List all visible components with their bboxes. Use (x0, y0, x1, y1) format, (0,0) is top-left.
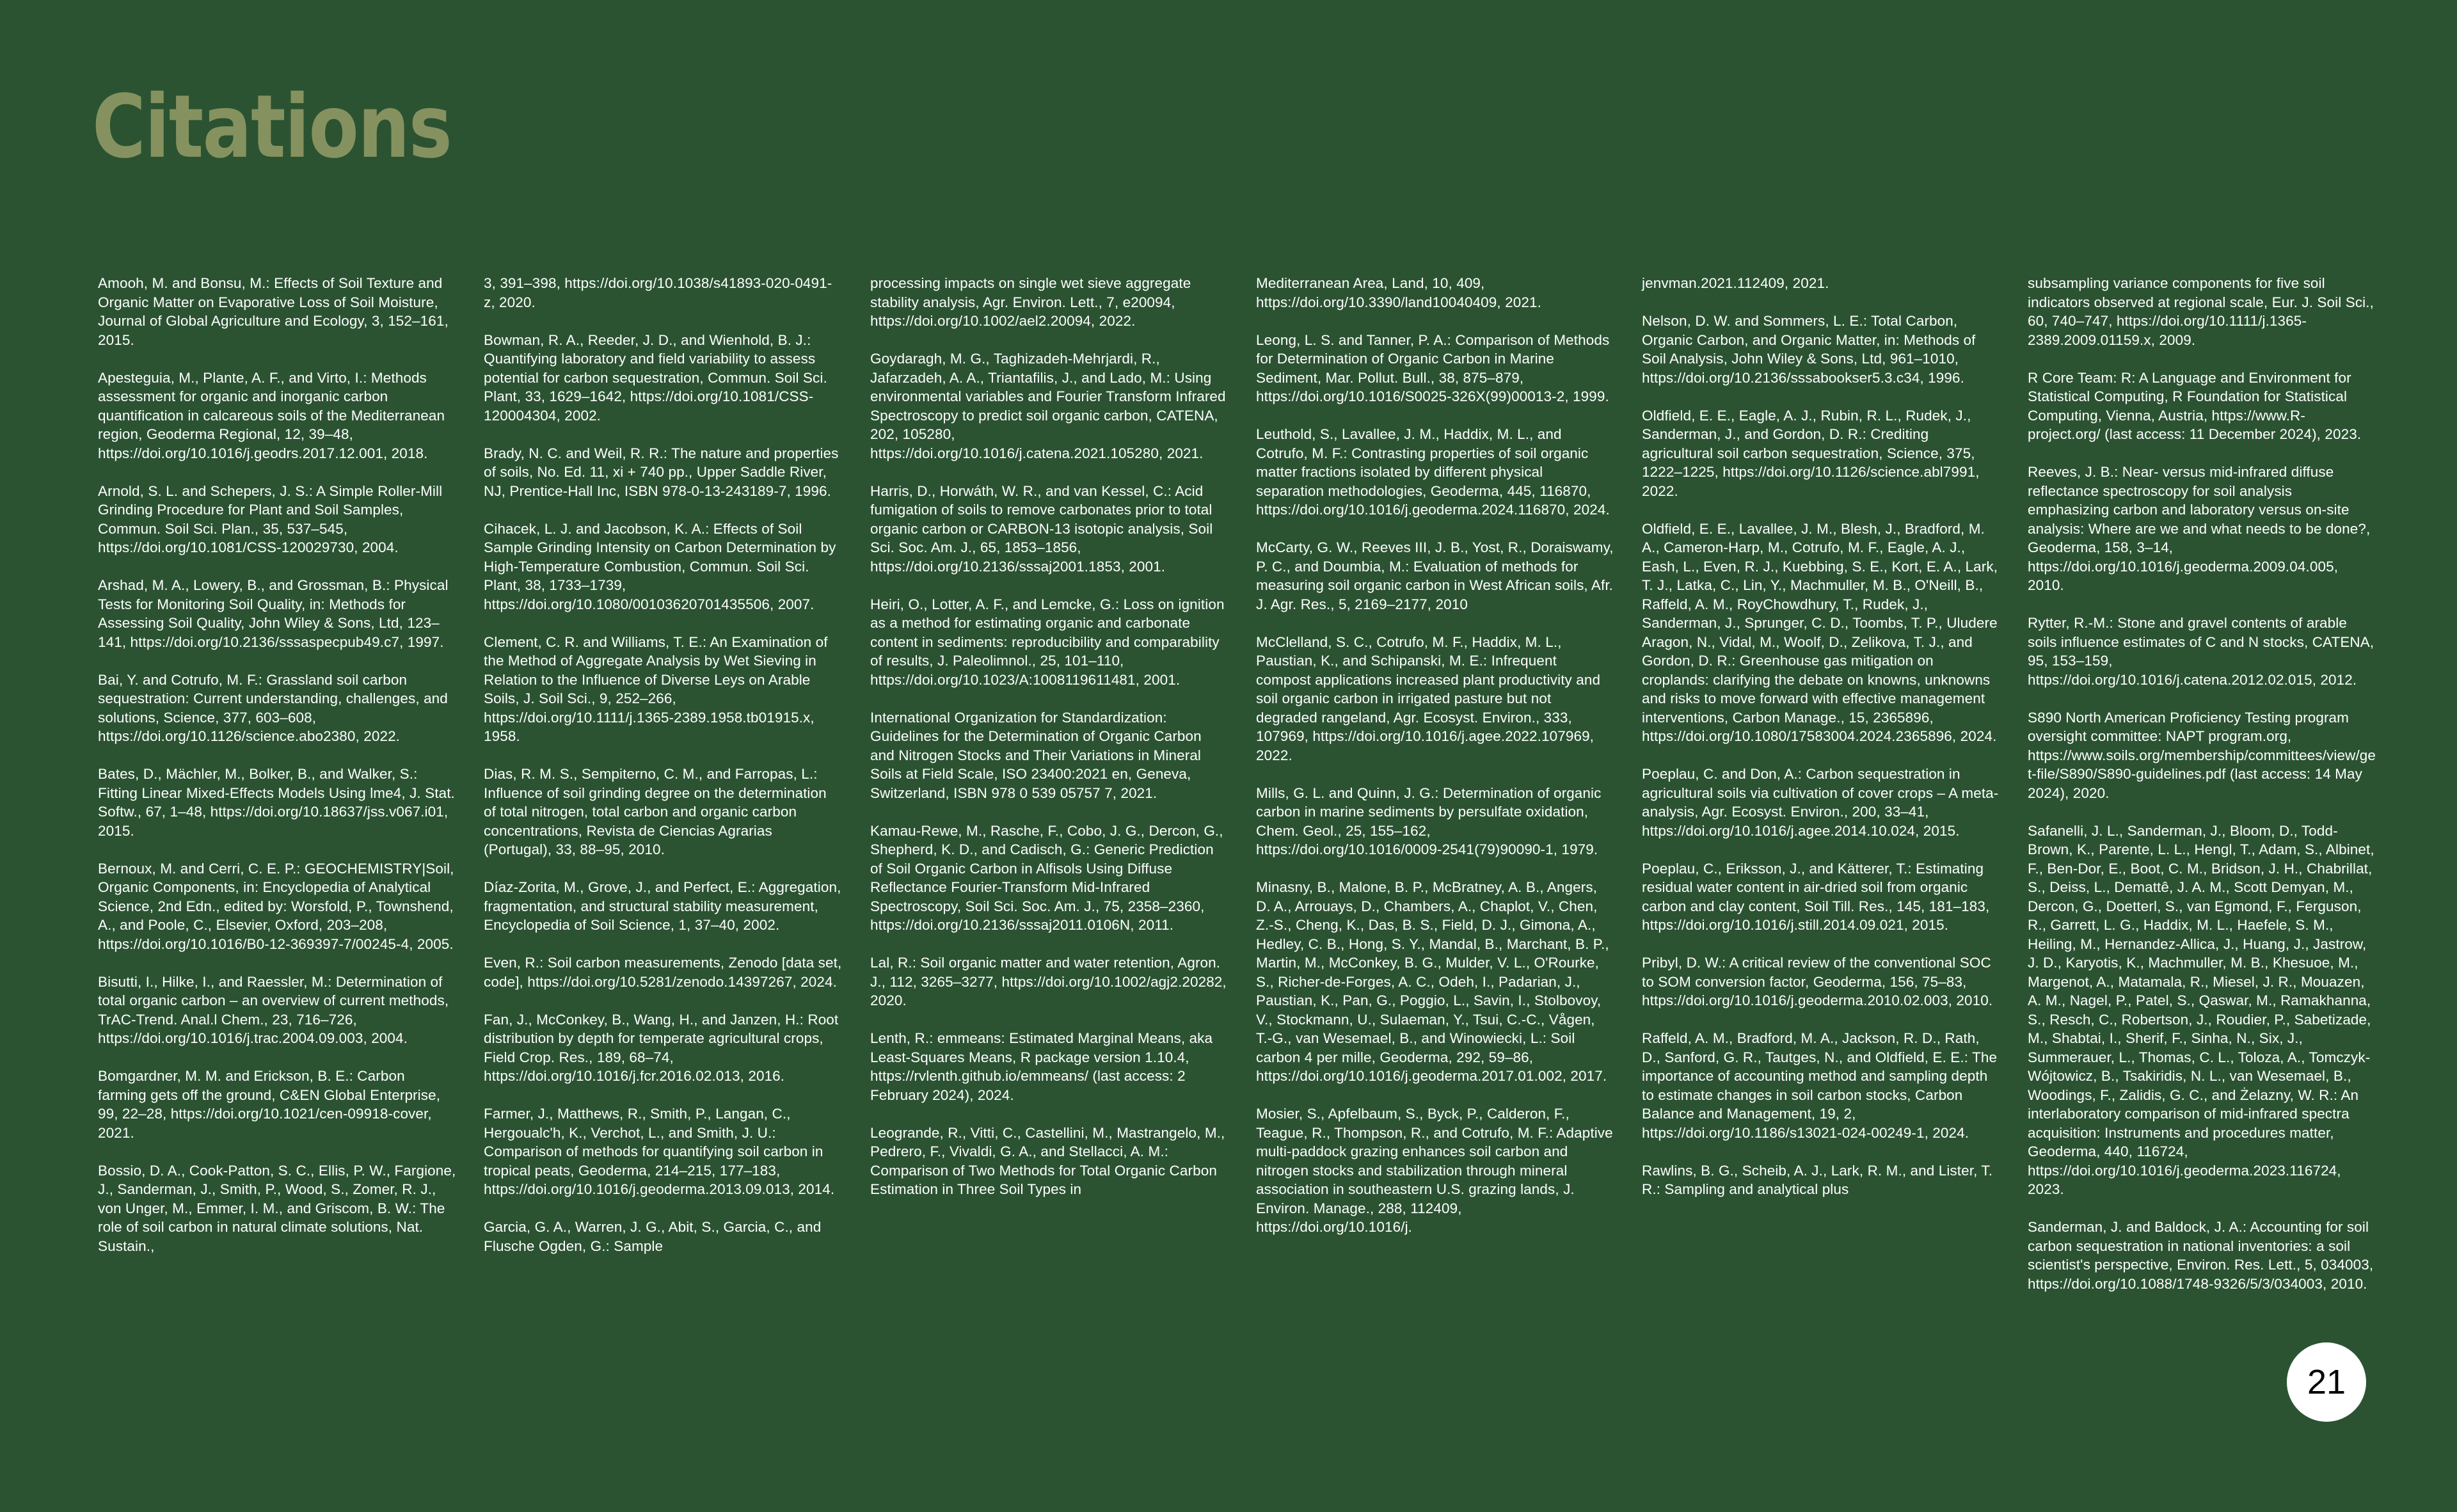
citation-entry: Mediterranean Area, Land, 10, 409, https://doi.org/10.3390/land10040409, 2021. (1256, 275, 1541, 310)
citation-entry: Minasny, B., Malone, B. P., McBratney, A. B., Angers, D. A., Arrouays, D., Chambers, A., Chaplot, V., Chen, Z.-S., Cheng, K., Das, B. S., Field, D. J., Gimona, A., Hedley, C. B., Hong, S. Y., Mandal, B., Marchant, B. P., Martin, M., McConkey, B. G., Mulder, V. L., O'Rourke, S., Richer-de-Forges, A. C., Odeh, I., Padarian, J., Paustian, K., Pan, G., Poggio, L., Savin, I., Stolbovoy, V., Stockmann, U., Sulaeman, Y., Tsui, C.-C., Vågen, T.-G., van Wesemael, B., and Winowiecki, L.: Soil carbon 4 per mille, Geoderma, 292, 59–86, https://doi.org/10.1016/j.geoderma.2017.01.002, 2017. (1256, 879, 1609, 1084)
citation-entry: Nelson, D. W. and Sommers, L. E.: Total Carbon, Organic Carbon, and Organic Matter, in: Methods of Soil Analysis, John Wiley & Sons, Ltd, 961–1010, https://doi.org/10.2136/sssabookser5.3.c34, 1996. (1642, 313, 1976, 386)
citation-entry: Díaz-Zorita, M., Grove, J., and Perfect, E.: Aggregation, fragmentation, and structural stability measurement, Encyclopedia of Soil Science, 1, 37–40, 2002. (484, 879, 841, 933)
citation-entry: Bernoux, M. and Cerri, C. E. P.: GEOCHEMISTRY|Soil, Organic Components, in: Encyclopedia of Analytical Science, 2nd Edn., edited by: Worsfold, P., Townshend, A., and Poole, C., Elsevier, Oxford, 203–208, https://doi.org/10.1016/B0-12-369397-7/00245-4, 2005. (98, 860, 454, 952)
citation-column-3 (870, 274, 1228, 1218)
citation-entry: Leuthold, S., Lavallee, J. M., Haddix, M. L., and Cotrufo, M. F.: Contrasting properties of soil organic matter fractions isolated by different physical separation methodologies, Geoderma, 445, 116870, https://doi.org/10.1016/j.geoderma.2024.116870, 2024. (1256, 426, 1610, 518)
citation-entry: processing impacts on single wet sieve aggregate stability analysis, Agr. Environ. Lett., 7, e20094, https://doi.org/10.1002/ael2.20094, 2022. (870, 275, 1191, 329)
citation-entry: Goydaragh, M. G., Taghizadeh-Mehrjardi, R., Jafarzadeh, A. A., Triantafilis, J., and Lado, M.: Using environmental variables and Fourier Transform Infrared Spectroscopy to predict soil organic carbon, CATENA, 202, 105280, https://doi.org/10.1016/j.catena.2021.105280, 2021. (870, 351, 1226, 461)
citation-entry: Dias, R. M. S., Sempiterno, C. M., and Farropas, L.: Influence of soil grinding degree on the determination of total nitrogen, total carbon and organic carbon concentrations, Revista de Ciencias Agrarias (Portugal), 33, 88–95, 2010. (484, 766, 827, 857)
citation-entry: Mosier, S., Apfelbaum, S., Byck, P., Calderon, F., Teague, R., Thompson, R., and Cotrufo, M. F.: Adaptive multi-paddock grazing enhances soil carbon and nitrogen stocks and stabilization through mineral association in southeastern U.S. grazing lands, J. Environ. Manage., 288, 112409, https://doi.org/10.1016/j. (1256, 1106, 1613, 1235)
citation-entry: McClelland, S. C., Cotrufo, M. F., Haddix, M. L., Paustian, K., and Schipanski, M. E.: Infrequent compost applications increased plant productivity and soil organic carbon in irrigated pasture but not degraded rangeland, Agr. Ecosyst. Environ., 333, 107969, https://doi.org/10.1016/j.agee.2022.107969, 2022. (1256, 633, 1601, 763)
citation-entry: Bisutti, I., Hilke, I., and Raessler, M.: Determination of total organic carbon – an overview of current methods, TrAC-Trend. Anal.l Chem., 23, 716–726, https://doi.org/10.1016/j.trac.2004.09.003, 2004. (98, 973, 449, 1046)
citation-entry: subsampling variance components for five soil indicators observed at regional scale, Eur. J. Soil Sci., 60, 740–747, https://doi.org/10.1111/j.1365-2389.2009.01159.x, 2009. (2028, 275, 2374, 348)
citation-entry: Heiri, O., Lotter, A. F., and Lemcke, G.: Loss on ignition as a method for estimating organic and carbonate content in sediments: reproducibility and comparability of results, J. Paleolimnol., 25, 101–110, https://doi.org/10.1023/A:1008119611481, 2001. (870, 596, 1225, 688)
citation-column-5 (1642, 274, 2000, 1218)
citation-entry: Bowman, R. A., Reeder, J. D., and Wienhold, B. J.: Quantifying laboratory and field variability to assess potential for carbon sequestration, Commun. Soil Sci. Plant, 33, 1629–1642, https://doi.org/10.1081/CSS-120004304, 2002. (484, 331, 827, 424)
citation-entry: Poeplau, C., Eriksson, J., and Kätterer, T.: Estimating residual water content in air-dried soil from organic carbon and clay content, Soil Till. Res., 145, 181–183, https://doi.org/10.1016/j.still.2014.09.021, 2015. (1642, 860, 1990, 933)
citation-entry: Sanderman, J. and Baldock, J. A.: Accounting for soil carbon sequestration in national inventories: a soil scientist's perspective, Environ. Res. Lett., 5, 034003, https://doi.org/10.1088/1748-9326/5/3/034003, 2010. (2028, 1219, 2374, 1292)
citation-entry: Harris, D., Horwáth, W. R., and van Kessel, C.: Acid fumigation of soils to remove carbonates prior to total organic carbon or CARBON-13 isotopic analysis, Soil Sci. Soc. Am. J., 65, 1853–1856, https://doi.org/10.2136/sssaj2001.1853, 2001. (870, 482, 1213, 575)
citation-entry: Oldfield, E. E., Lavallee, J. M., Blesh, J., Bradford, M. A., Cameron-Harp, M., Cotrufo, M. F., Eagle, A. J., Eash, L., Even, R. J., Kuebbing, S. E., Kort, E. A., Lark, T. J., Latka, C., Lin, Y., Machmuller, M. B., O'Neill, B., Raffeld, A. M., RoyChowdhury, T., Rudek, J., Sanderman, J., Sprunger, C. D., Toombs, T. P., Uludere Aragon, N., Vidal, M., Woolf, D., Zelikova, T. J., and Gordon, D. R.: Greenhouse gas mitigation on croplands: clarifying the debate on knowns, unknowns and risks to move forward with effective management interventions, Carbon Manage., 15, 2365896, https://doi.org/10.1080/17583004.2024.2365896, 2024. (1642, 520, 1998, 744)
citation-entry: McCarty, G. W., Reeves III, J. B., Yost, R., Doraiswamy, P. C., and Doumbia, M.: Evaluation of methods for measuring soil organic carbon in West African soils, Afr. J. Agr. Res., 5, 2169–2177, 2010 (1256, 539, 1614, 612)
page-title: Citations (92, 77, 452, 178)
citation-entry: Bai, Y. and Cotrufo, M. F.: Grassland soil carbon sequestration: Current understanding, challenges, and solutions, Science, 377, 603–608, https://doi.org/10.1126/science.abo2380, 2022. (98, 671, 448, 744)
citation-entry: Garcia, G. A., Warren, J. G., Abit, S., Garcia, C., and Flusche Ogden, G.: Sample (484, 1219, 822, 1254)
citation-entry: Brady, N. C. and Weil, R. R.: The nature and properties of soils, No. Ed. 11, xi + 740 pp., Upper Saddle River, NJ, Prentice-Hall Inc, ISBN 978-0-13-243189-7, 1996. (484, 445, 839, 499)
citation-entry: Lenth, R.: emmeans: Estimated Marginal Means, aka Least-Squares Means, R package version 1.10.4, https://rvlenth.github.io/emmeans/ (last access: 2 February 2024), 2024. (870, 1030, 1213, 1103)
citation-entry: 3, 391–398, https://doi.org/10.1038/s41893-020-0491-z, 2020. (484, 275, 832, 310)
citation-entry: Bomgardner, M. M. and Erickson, B. E.: Carbon farming gets off the ground, C&EN Global Enterprise, 99, 22–28, https://doi.org/10.1021/cen-09918-cover, 2021. (98, 1068, 441, 1141)
citation-entry: Rytter, R.-M.: Stone and gravel contents of arable soils influence estimates of C and N stocks, CATENA, 95, 153–159, https://doi.org/10.1016/j.catena.2012.02.015, 2012. (2028, 615, 2374, 688)
citation-entry: Farmer, J., Matthews, R., Smith, P., Langan, C., Hergoualc'h, K., Verchot, L., and Smith, J. U.: Comparison of methods for quantifying soil carbon in tropical peats, Geoderma, 214–215, 177–183, https://doi.org/10.1016/j.geoderma.2013.09.013, 2014. (484, 1106, 835, 1197)
citation-entry: Amooh, M. and Bonsu, M.: Effects of Soil Texture and Organic Matter on Evaporative Loss of Soil Moisture, Journal of Global Agriculture and Ecology, 3, 152–161, 2015. (98, 275, 449, 348)
citation-entry: Bossio, D. A., Cook-Patton, S. C., Ellis, P. W., Fargione, J., Sanderman, J., Smith, P., Wood, S., Zomer, R. J., von Unger, M., Emmer, I. M., and Griscom, B. W.: The role of soil carbon in natural climate solutions, Nat. Sustain., (98, 1162, 456, 1254)
citation-entry: jenvman.2021.112409, 2021. (1642, 275, 1829, 291)
citation-entry: Reeves, J. B.: Near- versus mid-infrared diffuse reflectance spectroscopy for soil analysis emphasizing carbon and laboratory versus on-site analysis: Where are we and what needs to be done?, Geoderma, 158, 3–14, https://doi.org/10.1016/j.geoderma.2009.04.005, 2010. (2028, 464, 2371, 593)
citation-entry: Apesteguia, M., Plante, A. F., and Virto, I.: Methods assessment for organic and inorganic carbon quantification in calcareous soils of the Mediterranean region, Geoderma Regional, 12, 39–48, https://doi.org/10.1016/j.geodrs.2017.12.001, 2018. (98, 369, 445, 461)
page-number-badge: 21 (2287, 1342, 2366, 1422)
citation-entry: Poeplau, C. and Don, A.: Carbon sequestration in agricultural soils via cultivation of cover crops – A meta-analysis, Agr. Ecosyst. Environ., 200, 33–41, https://doi.org/10.1016/j.agee.2014.10.024, 2015. (1642, 766, 1999, 839)
citation-entry: Cihacek, L. J. and Jacobson, K. A.: Effects of Soil Sample Grinding Intensity on Carbon Determination by High-Temperature Combustion, Commun. Soil Sci. Plant, 38, 1733–1739, https://doi.org/10.1080/00103620701435506, 2007. (484, 520, 836, 612)
citation-entry: Oldfield, E. E., Eagle, A. J., Rubin, R. L., Rudek, J., Sanderman, J., and Gordon, D. R.: Crediting agricultural soil carbon sequestration, Science, 375, 1222–1225, https://doi.org/10.1126/science.abl7991, 2022. (1642, 407, 1980, 499)
citation-entry: Clement, C. R. and Williams, T. E.: An Examination of the Method of Aggregate Analysis by Wet Sieving in Relation to the Influence of Diverse Leys on Arable Soils, J. Soil Sci., 9, 252–266, https://doi.org/10.1111/j.1365-2389.1958.tb01915.x, 1958. (484, 633, 828, 744)
citation-column-4 (1256, 274, 1614, 1255)
citation-entry: Leong, L. S. and Tanner, P. A.: Comparison of Methods for Determination of Organic Carbon in Marine Sediment, Mar. Pollut. Bull., 38, 875–879, https://doi.org/10.1016/S0025-326X(99)00013-2, 1999. (1256, 331, 1610, 404)
citation-entry: Even, R.: Soil carbon measurements, Zenodo [data set, code], https://doi.org/10.5281/zenodo.14397267, 2024. (484, 955, 842, 990)
citation-entry: Safanelli, J. L., Sanderman, J., Bloom, D., Todd-Brown, K., Parente, L. L., Hengl, T., Adam, S., Albinet, F., Ben-Dor, E., Boot, C. M., Bridson, J. H., Chabrillat, S., Deiss, L., Demattê, J. A. M., Scott Demyan, M., Dercon, G., Doetterl, S., van Egmond, F., Ferguson, R., Garrett, L. G., Haddix, M. L., Haefele, S. M., Heiling, M., Hernandez-Allica, J., Huang, J., Jastrow, J. D., Karyotis, K., Machmuller, M. B., Khesuoe, M., Margenot, A., Matamala, R., Miesel, J. R., Mouazen, A. M., Nagel, P., Patel, S., Qaswar, M., Ramakhanna, S., Resch, C., Robertson, J., Roudier, P., Sabetizade, M., Shabtai, I., Sherif, F., Sinha, N., Six, J., Summerauer, L., Thomas, C. L., Toloza, A., Tomczyk-Wójtowicz, B., Tsakiridis, N. L., van Wesemael, B., Woodings, F., Zalidis, G. C., and Żelazny, W. R.: An interlaboratory comparison of mid-infrared spectra acquisition: Instruments and procedures matter, Geoderma, 440, 116724, https://doi.org/10.1016/j.geoderma.2023.116724, 2023. (2028, 822, 2374, 1197)
citation-entry: Mills, G. L. and Quinn, J. G.: Determination of organic carbon in marine sediments by persulfate oxidation, Chem. Geol., 25, 155–162, https://doi.org/10.1016/0009-2541(79)90090-1, 1979. (1256, 784, 1602, 857)
citation-column-6 (2028, 274, 2376, 1312)
citation-entry: International Organization for Standardization: Guidelines for the Determination of Organic Carbon and Nitrogen Stocks and Their Variations in Mineral Soils at Field Scale, ISO 23400:2021 en, Geneva, Switzerland, ISBN 978 0 539 05757 7, 2021. (870, 709, 1202, 801)
citation-entry: Rawlins, B. G., Scheib, A. J., Lark, R. M., and Lister, T. R.: Sampling and analytical plus (1642, 1162, 1993, 1197)
citation-entry: Bates, D., Mächler, M., Bolker, B., and Walker, S.: Fitting Linear Mixed-Effects Models Using lme4, J. Stat. Softw., 67, 1–48, https://doi.org/10.18637/jss.v067.i01, 2015. (98, 766, 455, 839)
citation-entry: Kamau-Rewe, M., Rasche, F., Cobo, J. G., Dercon, G., Shepherd, K. D., and Cadisch, G.: Generic Prediction of Soil Organic Carbon in Alfisols Using Diffuse Reflectance Fourier-Transform Mid-Infrared Spectroscopy, Soil Sci. Soc. Am. J., 75, 2358–2360, https://doi.org/10.2136/sssaj2011.0106N, 2011. (870, 822, 1223, 933)
citation-column-1 (98, 274, 456, 1275)
citation-entry: R Core Team: R: A Language and Environment for Statistical Computing, R Foundation for Statistical Computing, Vienna, Austria, https://www.R-project.org/ (last access: 11 December 2024), 2023. (2028, 369, 2362, 442)
citation-entry: Arnold, S. L. and Schepers, J. S.: A Simple Roller-Mill Grinding Procedure for Plant and Soil Samples, Commun. Soil Sci. Plan., 35, 537–545, https://doi.org/10.1081/CSS-120029730, 2004. (98, 482, 443, 555)
citation-entry: Raffeld, A. M., Bradford, M. A., Jackson, R. D., Rath, D., Sanford, G. R., Tautges, N., and Oldfield, E. E.: The importance of accounting method and sampling depth to estimate changes in soil carbon stocks, Carbon Balance and Management, 19, 2, https://doi.org/10.1186/s13021-024-00249-1, 2024. (1642, 1030, 1998, 1141)
citation-entry: Leogrande, R., Vitti, C., Castellini, M., Mastrangelo, M., Pedrero, F., Vivaldi, G. A., and Stellacci, A. M.: Comparison of Two Methods for Total Organic Carbon Estimation in Three Soil Types in (870, 1124, 1225, 1197)
citation-entry: Pribyl, D. W.: A critical review of the conventional SOC to SOM conversion factor, Geoderma, 156, 75–83, https://doi.org/10.1016/j.geoderma.2010.02.003, 2010. (1642, 955, 1993, 1008)
citation-entry: Arshad, M. A., Lowery, B., and Grossman, B.: Physical Tests for Monitoring Soil Quality, in: Methods for Assessing Soil Quality, John Wiley & Sons, Ltd, 123–141, https://doi.org/10.2136/sssaspecpub49.c7, 1997. (98, 577, 449, 650)
citation-column-2 (484, 274, 842, 1275)
citation-entry: Lal, R.: Soil organic matter and water retention, Agron. J., 112, 3265–3277, https://doi.org/10.1002/agj2.20282, 2020. (870, 955, 1227, 1008)
citation-entry: S890 North American Proficiency Testing program oversight committee: NAPT program.org, https://www.soils.org/membership/committees/view/get-file/S890/S890-guidelines.pdf (last access: 14 May 2024), 2020. (2028, 709, 2376, 801)
citation-entry: Fan, J., McConkey, B., Wang, H., and Janzen, H.: Root distribution by depth for temperate agricultural crops, Field Crop. Res., 189, 68–74, https://doi.org/10.1016/j.fcr.2016.02.013, 2016. (484, 1011, 839, 1084)
